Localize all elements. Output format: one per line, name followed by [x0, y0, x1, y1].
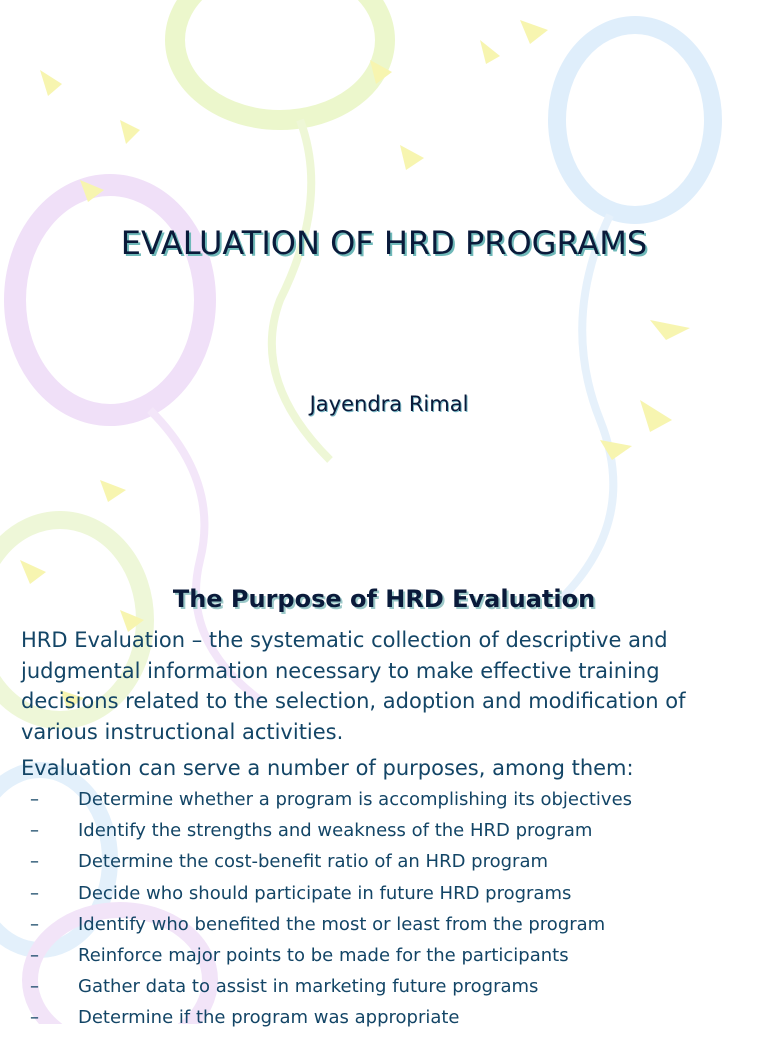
purpose-list [0, 789, 768, 1039]
slide-title: EVALUATION OF HRD PROGRAMS [120, 224, 648, 262]
bullet-dash: – [30, 851, 39, 873]
list-item-text: Identify the strengths and weakness of the HRD program [78, 820, 593, 842]
list-item-text: Determine if the program was appropriate [78, 1007, 460, 1029]
list-item [0, 976, 768, 1007]
purple-balloon [15, 185, 205, 415]
bullet-dash: – [30, 976, 39, 998]
list-item-text: Decide who should participate in future HRD programs [78, 882, 572, 904]
list-item-text: Determine whether a program is accomplishing its objectives [78, 789, 633, 810]
bullet-dash: – [30, 789, 39, 810]
bullet-dash: – [30, 882, 39, 904]
list-item [0, 851, 768, 882]
list-item [0, 914, 768, 945]
blue-balloon [557, 25, 713, 215]
green-balloon [175, 0, 385, 120]
list-item [0, 1007, 768, 1038]
author-name: Jayendra Rimal [309, 392, 469, 416]
definition-paragraph [21, 625, 741, 747]
purposes-intro: Evaluation can serve a number of purposes, among them: [21, 756, 634, 780]
bullet-dash: – [30, 1007, 39, 1029]
list-item-text: Reinforce major points to be made for the participants [78, 944, 569, 966]
list-item [0, 820, 768, 851]
list-item-text: Determine the cost-benefit ratio of an HRD program [78, 851, 549, 873]
list-item [0, 945, 768, 976]
definition-text: HRD Evaluation – the systematic collection of descriptive and judgmental information necessary to make effective training decisions related to the selection, adoption and modification of various instructional activities. [21, 628, 686, 744]
bullet-dash: – [30, 944, 39, 966]
list-item-text: Identify who benefited the most or least from the program [78, 913, 606, 935]
list-item [0, 789, 768, 820]
bullet-dash: – [30, 913, 39, 935]
section-heading: The Purpose of HRD Evaluation [172, 585, 596, 613]
list-item [0, 883, 768, 914]
bullet-dash: – [30, 820, 39, 842]
list-item-text: Gather data to assist in marketing future programs [78, 976, 539, 998]
